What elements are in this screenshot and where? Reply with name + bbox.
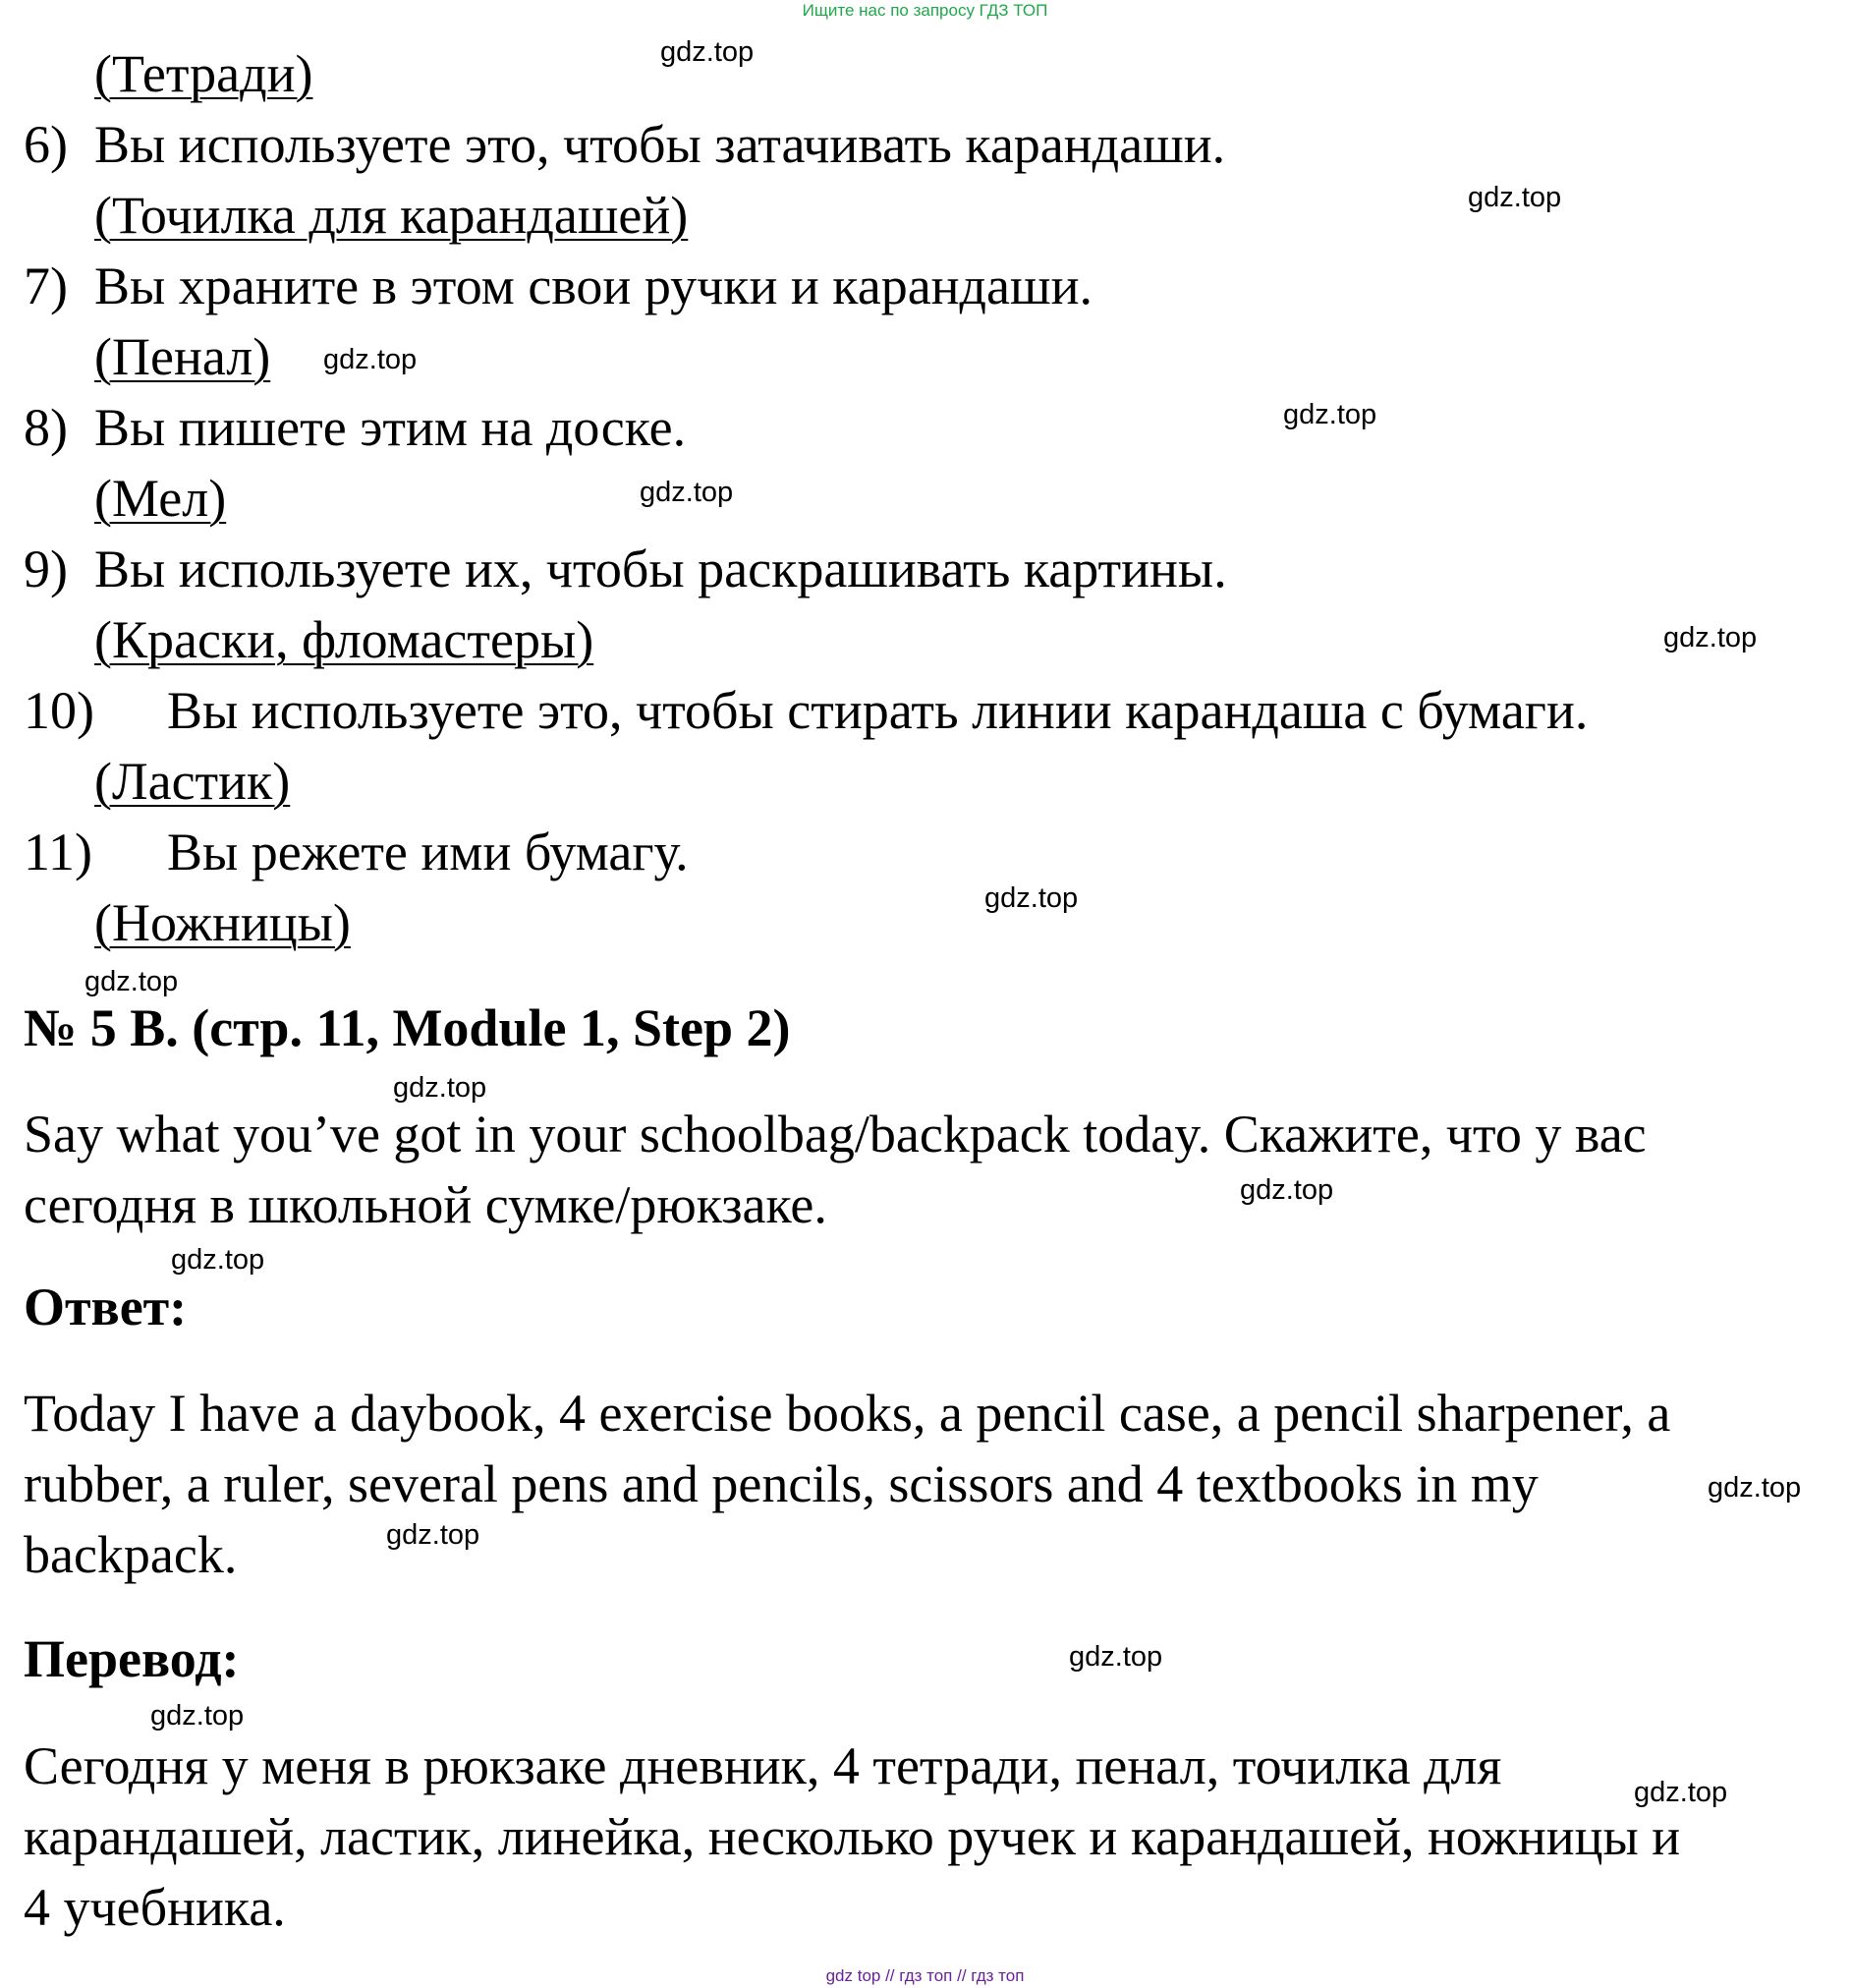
watermark: gdz.top bbox=[171, 1244, 265, 1276]
item-number-7: 7) bbox=[24, 256, 68, 315]
watermark: gdz.top bbox=[393, 1072, 487, 1104]
item-number-8: 8) bbox=[24, 398, 68, 457]
watermark: gdz.top bbox=[660, 36, 755, 68]
question-item-8: Вы пишете этим на доске. bbox=[94, 398, 687, 457]
answer-label: Ответ: bbox=[24, 1278, 188, 1336]
translation-line-2: карандашей, ластик, линейка, несколько ручек и карандашей, ножницы и bbox=[24, 1807, 1681, 1866]
translation-label: Перевод: bbox=[24, 1629, 240, 1688]
question-item-10: Вы используете это, чтобы стирать линии карандаша с бумаги. bbox=[167, 681, 1589, 740]
answer-item-5: (Тетради) bbox=[94, 44, 313, 103]
item-number-10: 10) bbox=[24, 681, 94, 740]
translation-line-3: 4 учебника. bbox=[24, 1878, 286, 1937]
task-heading: № 5 B. (стр. 11, Module 1, Step 2) bbox=[24, 998, 791, 1057]
watermark: gdz.top bbox=[640, 477, 734, 508]
watermark: gdz.top bbox=[84, 966, 179, 997]
answer-item-8: (Мел) bbox=[94, 469, 227, 528]
question-item-11: Вы режете ими бумагу. bbox=[167, 823, 689, 881]
question-item-7: Вы храните в этом свои ручки и карандаши. bbox=[94, 256, 1093, 315]
watermark: gdz.top bbox=[386, 1519, 480, 1551]
watermark: gdz.top bbox=[1240, 1174, 1334, 1206]
watermark: gdz.top bbox=[1634, 1777, 1728, 1808]
answer-item-9: (Краски, фломастеры) bbox=[94, 610, 594, 669]
answer-item-11: (Ножницы) bbox=[94, 893, 351, 952]
translation-line-1: Сегодня у меня в рюкзаке дневник, 4 тетради, пенал, точилка для bbox=[24, 1736, 1502, 1795]
watermark: gdz.top bbox=[1708, 1472, 1802, 1504]
question-item-6: Вы используете это, чтобы затачивать карандаши. bbox=[94, 115, 1226, 174]
answer-item-10: (Ластик) bbox=[94, 752, 291, 811]
watermark: gdz.top bbox=[323, 344, 418, 375]
task-prompt-line-1: Say what you’ve got in your schoolbag/backpack today. Скажите, что у вас bbox=[24, 1105, 1647, 1164]
watermark: gdz.top bbox=[984, 882, 1079, 914]
item-number-11: 11) bbox=[24, 823, 92, 881]
answer-item-6: (Точилка для карандашей) bbox=[94, 186, 689, 245]
watermark: gdz.top bbox=[1468, 182, 1562, 213]
item-number-6: 6) bbox=[24, 115, 68, 174]
answer-line-1: Today I have a daybook, 4 exercise books, a pencil case, a pencil sharpener, a bbox=[24, 1384, 1671, 1443]
footer-watermark: gdz top // гдз топ // гдз топ bbox=[825, 1966, 1025, 1985]
watermark: gdz.top bbox=[1663, 622, 1758, 653]
watermark: gdz.top bbox=[150, 1700, 245, 1732]
top-banner: Ищите нас по запросу ГДЗ ТОП bbox=[802, 1, 1048, 20]
answer-item-7: (Пенал) bbox=[94, 327, 271, 386]
question-item-9: Вы используете их, чтобы раскрашивать картины. bbox=[94, 540, 1227, 598]
task-prompt-line-2: сегодня в школьной сумке/рюкзаке. bbox=[24, 1175, 827, 1234]
watermark: gdz.top bbox=[1069, 1641, 1163, 1673]
item-number-9: 9) bbox=[24, 540, 68, 598]
answer-line-3: backpack. bbox=[24, 1525, 238, 1584]
answer-line-2: rubber, a ruler, several pens and pencils, scissors and 4 textbooks in my bbox=[24, 1454, 1539, 1513]
watermark: gdz.top bbox=[1283, 399, 1377, 430]
